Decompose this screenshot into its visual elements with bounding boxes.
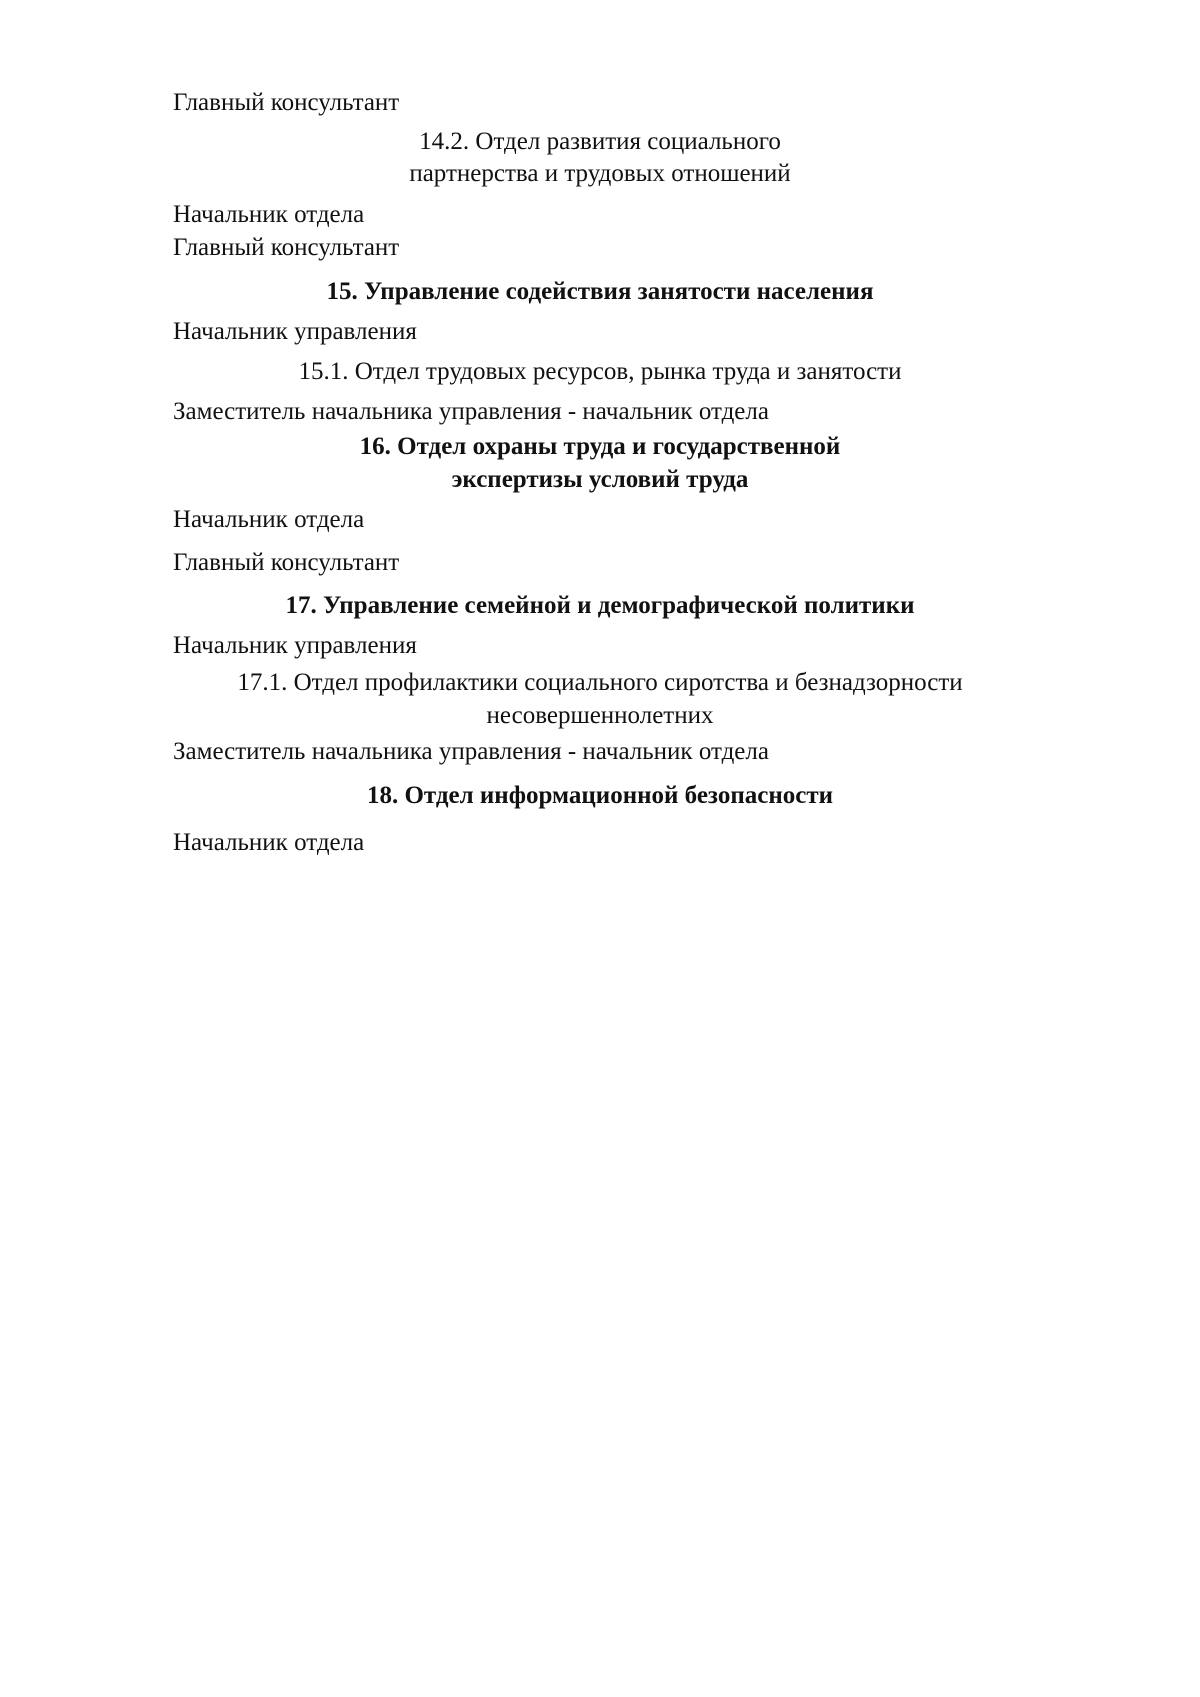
subdivision-heading-17-1-line-1: 17.1. Отдел профилактики социального сиротства и безнадзорности xyxy=(237,669,963,696)
section-heading-15: 15. Управление содействия занятости населения xyxy=(326,278,874,305)
subdivision-heading-17-1-line-2: несовершеннолетних xyxy=(486,702,714,729)
position-chief-consultant: Главный консультант xyxy=(173,234,400,261)
position-deputy-head: Заместитель начальника управления - начальник отдела xyxy=(173,398,769,425)
section-heading-16-line-2: экспертизы условий труда xyxy=(451,466,749,493)
position-directorate-head: Начальник управления xyxy=(173,318,417,345)
position-deputy-head: Заместитель начальника управления - начальник отдела xyxy=(173,738,769,765)
subdivision-heading-14-2-line-2: партнерства и трудовых отношений xyxy=(409,160,791,187)
subdivision-heading-14-2-line-1: 14.2. Отдел развития социального xyxy=(419,128,781,155)
section-heading-16-line-1: 16. Отдел охраны труда и государственной xyxy=(359,433,841,460)
position-department-head: Начальник отдела xyxy=(173,506,365,533)
section-heading-18: 18. Отдел информационной безопасности xyxy=(366,782,834,809)
position-chief-consultant: Главный консультант xyxy=(173,89,400,116)
position-chief-consultant: Главный консультант xyxy=(173,549,400,576)
section-heading-17: 17. Управление семейной и демографической политики xyxy=(285,592,915,619)
position-directorate-head: Начальник управления xyxy=(173,632,417,659)
subdivision-heading-15-1: 15.1. Отдел трудовых ресурсов, рынка труда и занятости xyxy=(298,358,902,385)
position-department-head: Начальник отдела xyxy=(173,829,365,856)
position-department-head: Начальник отдела xyxy=(173,201,365,228)
